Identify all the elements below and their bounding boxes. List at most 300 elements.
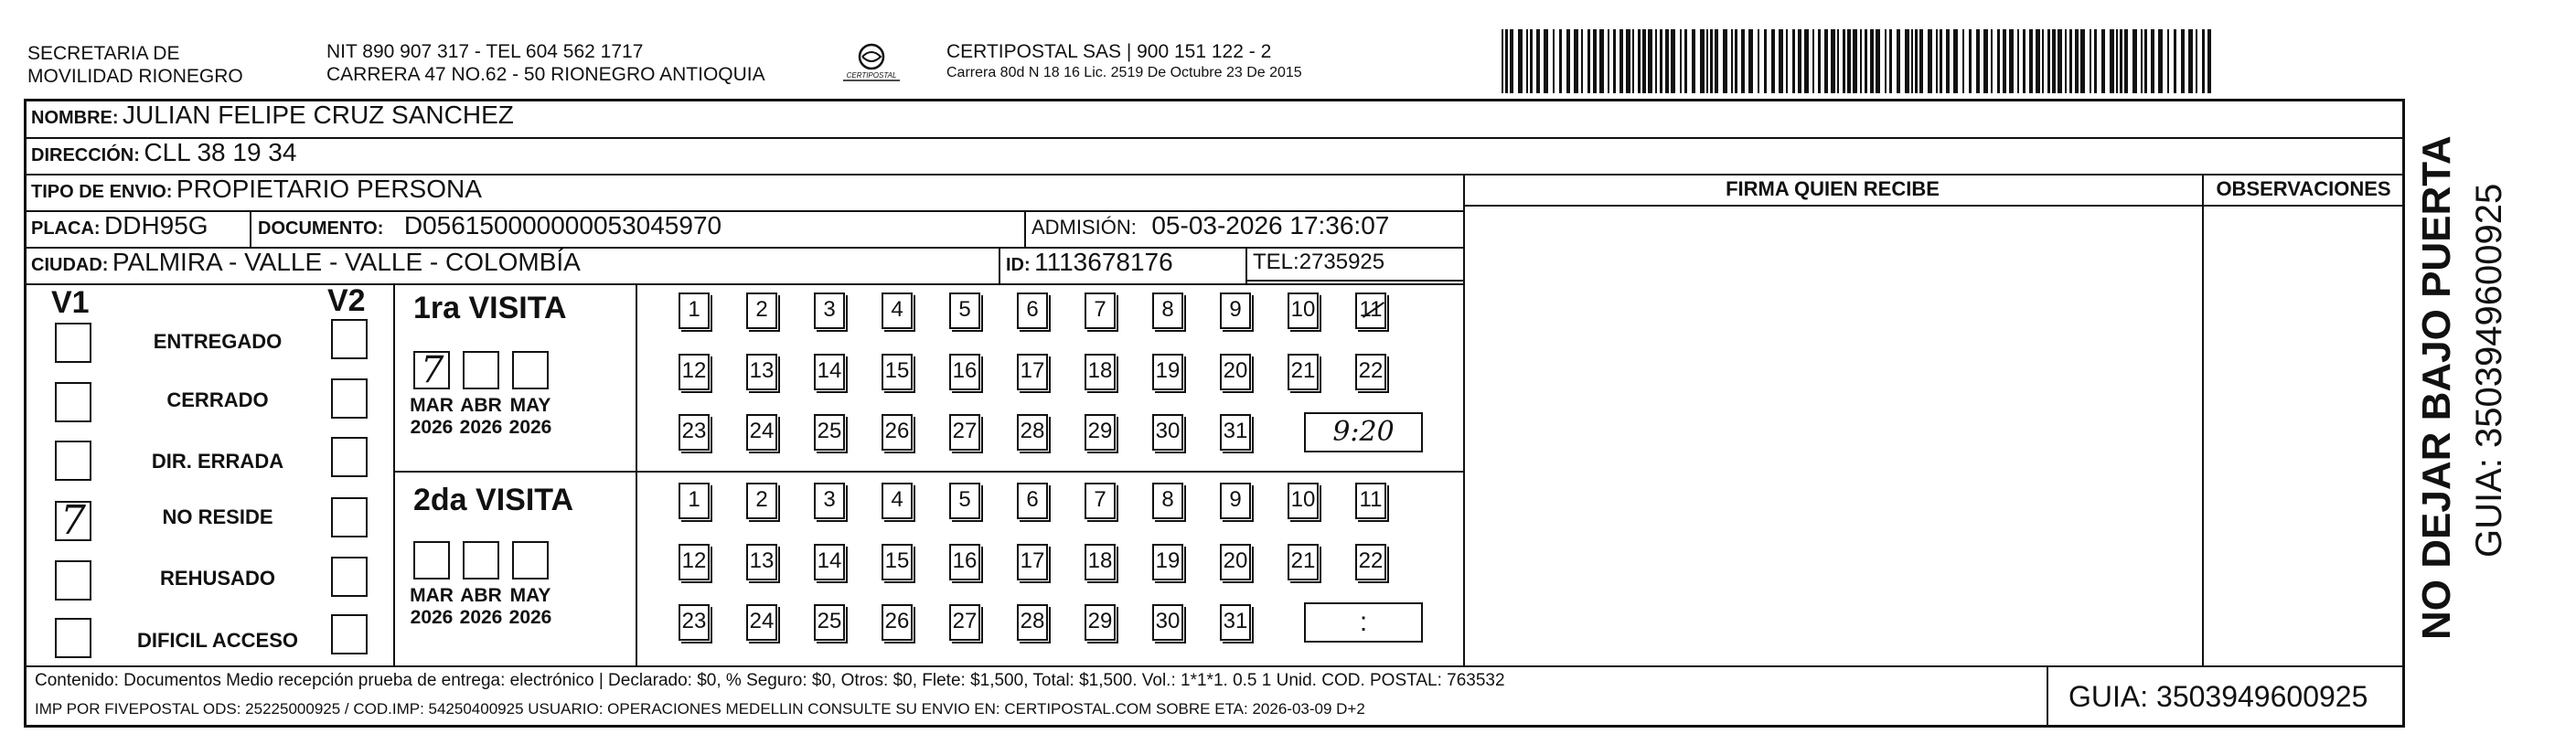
day-number: 27	[952, 609, 978, 633]
day-checkbox[interactable]	[1152, 354, 1183, 390]
day-checkbox[interactable]	[746, 414, 777, 451]
barcode-bar	[1544, 29, 1548, 93]
day-checkbox[interactable]	[1017, 544, 1048, 580]
day-checkbox[interactable]	[814, 604, 845, 641]
day-checkbox[interactable]	[814, 414, 845, 451]
day-checkbox[interactable]	[1220, 354, 1251, 390]
barcode-bar	[1969, 29, 1972, 93]
barcode-bar	[1812, 29, 1814, 93]
side-guia: GUIA: 3503949600925	[2469, 183, 2509, 558]
day-checkbox[interactable]	[1355, 483, 1386, 519]
barcode-bar	[1706, 29, 1708, 93]
barcode-bar	[1593, 29, 1597, 93]
day-number: 20	[1223, 358, 1248, 383]
day-number: 5	[958, 297, 971, 322]
barcode-bar	[1715, 29, 1718, 93]
day-checkbox[interactable]	[949, 414, 980, 451]
day-number: 14	[817, 358, 842, 383]
day-checkbox[interactable]	[949, 483, 980, 519]
barcode-bar	[1574, 29, 1578, 93]
barcode-bar	[1581, 29, 1583, 93]
address-label: DIRECCIÓN:	[31, 145, 140, 165]
day-checkbox[interactable]	[1152, 604, 1183, 641]
barcode-bar	[1505, 29, 1508, 93]
city-label: CIUDAD:	[31, 255, 109, 275]
day-checkbox[interactable]	[679, 292, 710, 329]
barcode-bar	[1837, 29, 1839, 93]
barcode-bar	[1632, 29, 1634, 93]
day-number: 10	[1290, 487, 1316, 512]
barcode-bar	[2188, 29, 2193, 93]
issuer-contact	[326, 40, 765, 86]
barcode-bar	[1680, 29, 1682, 93]
day-checkbox[interactable]	[882, 354, 913, 390]
recipient-address: CLL 38 19 34	[144, 138, 297, 166]
status-label: ENTREGADO	[153, 330, 283, 353]
barcode-bar	[1976, 29, 1980, 93]
barcode-bar	[1860, 29, 1862, 93]
day-checkbox[interactable]	[1017, 292, 1048, 329]
status-label: DIFICIL ACCESO	[136, 629, 298, 652]
barcode-bar	[1919, 29, 1923, 93]
issuer-line-2: MOVILIDAD RIONEGRO	[27, 66, 243, 87]
footer-contents: Contenido: Documentos Medio recepción prueba de entrega: electrónico | Declarado: $0, % Seguro: $0, Otros: $0, Flete: $1,500, Total: $1,500. Vol.: 1*1*1. 0.5 1 Unid. COD. POSTAL: 763532	[35, 671, 1505, 690]
barcode-bar	[1748, 29, 1753, 93]
month-year: 2026	[459, 607, 503, 628]
barcode-bar	[1599, 29, 1604, 93]
barcode-bar	[1665, 29, 1669, 93]
barcode-bar	[2151, 29, 2154, 93]
barcode-bar	[1831, 29, 1835, 93]
barcode-bar	[2058, 29, 2062, 93]
day-checkbox[interactable]	[746, 354, 777, 390]
day-number: 17	[1020, 548, 1045, 573]
day-checkbox[interactable]	[1017, 414, 1048, 451]
day-number: 13	[749, 548, 775, 573]
day-checkbox[interactable]	[1355, 544, 1386, 580]
barcode-bar	[2132, 29, 2137, 93]
day-number: 15	[884, 548, 910, 573]
day-checkbox[interactable]	[679, 604, 710, 641]
day-number: 26	[884, 419, 910, 443]
day-number: 24	[749, 419, 775, 443]
day-number: 16	[952, 358, 978, 383]
day-number: 5	[958, 487, 971, 512]
day-number: 2	[755, 297, 768, 322]
time-box[interactable]	[1304, 412, 1423, 452]
day-number: 4	[891, 297, 903, 322]
barcode-bar	[2174, 29, 2176, 93]
v1-checkbox[interactable]	[55, 441, 91, 481]
barcode-bar	[1671, 29, 1675, 93]
day-number: 25	[817, 609, 842, 633]
tel-label: TEL:	[1253, 250, 1299, 274]
barcode-bar	[1642, 29, 1646, 93]
barcode-bar	[1735, 29, 1737, 93]
barcode-bar	[1723, 29, 1727, 93]
barcode-bar	[2029, 29, 2033, 93]
barcode-bar	[1885, 29, 1887, 93]
plate-row	[31, 211, 208, 240]
v2-checkbox[interactable]	[331, 319, 368, 359]
day-number: 29	[1087, 419, 1113, 443]
barcode-bar	[1876, 29, 1880, 93]
v1-checkbox[interactable]	[55, 497, 91, 544]
day-checkbox[interactable]	[1017, 604, 1048, 641]
barcode-bar	[1684, 29, 1687, 93]
barcode-bar	[2202, 29, 2205, 93]
barcode-bar	[1655, 29, 1657, 93]
month-checkbox[interactable]	[463, 541, 499, 580]
first-visit-title: 1ra VISITA	[413, 291, 567, 325]
barcode-bar	[1847, 29, 1851, 93]
address-row	[31, 138, 296, 167]
barcode-bar	[1928, 29, 1932, 93]
v1-checkbox[interactable]	[55, 382, 91, 422]
plate-label: PLACA:	[31, 218, 101, 239]
footer-imp: IMP POR FIVEPOSTAL ODS: 25225000925 / COD.IMP: 54250400925 USUARIO: OPERACIONES MEDELLIN CONSULTE SU ENVIO EN: CERTIPOSTAL.COM SOBRE ETA: 2026-03-09 D+2	[35, 700, 1365, 718]
day-number: 8	[1161, 297, 1174, 322]
month-name: MAY	[509, 395, 551, 416]
day-number: 17	[1020, 358, 1045, 383]
v2-checkbox[interactable]	[331, 378, 368, 419]
day-number: 24	[749, 609, 775, 633]
month-checkbox[interactable]	[413, 351, 450, 389]
barcode-bar	[1710, 29, 1713, 93]
shipment-type: PROPIETARIO PERSONA	[176, 175, 482, 203]
day-number: 13	[749, 358, 775, 383]
barcode-bar	[2052, 29, 2056, 93]
barcode-bar	[1536, 29, 1540, 93]
barcode	[1500, 29, 2213, 93]
day-checkbox[interactable]	[882, 292, 913, 329]
barcode-bar	[1889, 29, 1892, 93]
barcode-bar	[1758, 29, 1759, 93]
day-checkbox[interactable]	[1017, 354, 1048, 390]
day-checkbox[interactable]	[1288, 354, 1319, 390]
courier-line-1: CERTIPOSTAL SAS | 900 151 122 - 2	[946, 41, 1272, 62]
day-number: 27	[952, 419, 978, 443]
barcode-bar	[1786, 29, 1788, 93]
day-checkbox[interactable]	[679, 544, 710, 580]
plate-value: DDH95G	[104, 211, 208, 239]
day-checkbox[interactable]	[814, 483, 845, 519]
signature-header: FIRMA QUIEN RECIBE	[1726, 177, 1940, 200]
v2-checkbox[interactable]	[331, 437, 368, 477]
id-label: ID:	[1006, 255, 1031, 275]
admission-value: 05-03-2026 17:36:07	[1151, 211, 1390, 239]
issuer-line-1: SECRETARIA DE	[27, 43, 180, 64]
barcode-bar	[1824, 29, 1828, 93]
barcode-bar	[1804, 29, 1809, 93]
day-checkbox[interactable]	[746, 483, 777, 519]
month-name: MAR	[410, 395, 454, 416]
day-number: 6	[1026, 487, 1039, 512]
day-checkbox[interactable]	[1017, 483, 1048, 519]
day-checkbox[interactable]	[1288, 544, 1319, 580]
barcode-bar	[1566, 29, 1570, 93]
day-number: 28	[1020, 609, 1045, 633]
barcode-bar	[1771, 29, 1775, 93]
courier-line-2: Carrera 80d N 18 16 Lic. 2519 De Octubre 23 De 2015	[946, 65, 1302, 80]
barcode-bar	[1518, 29, 1523, 93]
day-number: 23	[681, 609, 707, 633]
time-box[interactable]	[1304, 602, 1423, 643]
nit-line: NIT 890 907 317 - TEL 604 562 1717	[326, 41, 644, 62]
barcode-bar	[2036, 29, 2040, 93]
day-number: 16	[952, 548, 978, 573]
day-checkbox[interactable]	[1220, 292, 1251, 329]
day-checkbox[interactable]	[814, 544, 845, 580]
day-number: 21	[1290, 548, 1316, 573]
day-checkbox[interactable]	[1085, 414, 1116, 451]
barcode-bar	[1936, 29, 1938, 93]
day-number: 19	[1155, 358, 1181, 383]
day-checkbox[interactable]	[882, 544, 913, 580]
month-mark: 7	[421, 349, 444, 391]
barcode-bar	[1915, 29, 1918, 93]
certipostal-logo	[839, 40, 903, 91]
day-checkbox[interactable]	[1085, 292, 1116, 329]
day-checkbox[interactable]	[814, 292, 845, 329]
day-number: 30	[1155, 609, 1181, 633]
barcode-bar	[1530, 29, 1533, 93]
barcode-bar	[1510, 29, 1513, 93]
day-checkbox[interactable]	[882, 604, 913, 641]
day-checkbox[interactable]	[1152, 292, 1183, 329]
day-checkbox[interactable]	[679, 414, 710, 451]
month-label	[503, 585, 558, 629]
barcode-bar	[1626, 29, 1630, 93]
day-checkbox[interactable]	[746, 604, 777, 641]
barcode-bar	[1638, 29, 1641, 93]
name-row	[31, 101, 514, 130]
barcode-bar	[1526, 29, 1528, 93]
day-checkbox[interactable]	[1355, 354, 1386, 390]
day-checkbox[interactable]	[949, 604, 980, 641]
barcode-bar	[1983, 29, 1988, 93]
tel-value: 2735925	[1299, 250, 1385, 274]
day-number: 20	[1223, 548, 1248, 573]
courier-info	[946, 40, 1302, 83]
barcode-bar	[1741, 29, 1745, 93]
day-checkbox[interactable]	[1288, 483, 1319, 519]
day-number: 31	[1223, 419, 1248, 443]
day-checkbox[interactable]	[1220, 483, 1251, 519]
day-number: 23	[681, 419, 707, 443]
barcode-bar	[2167, 29, 2169, 93]
status-label: NO RESIDE	[162, 505, 273, 528]
v2-checkbox[interactable]	[331, 614, 368, 654]
month-label	[454, 585, 508, 629]
month-year: 2026	[410, 417, 454, 438]
day-number: 9	[1229, 297, 1242, 322]
barcode-bar	[1553, 29, 1555, 93]
month-name: ABR	[460, 395, 502, 416]
barcode-bar	[2042, 29, 2044, 93]
barcode-bar	[2069, 29, 2072, 93]
time-value: :	[1359, 607, 1368, 637]
day-number: 3	[823, 297, 836, 322]
barcode-bar	[1608, 29, 1609, 93]
document-row	[258, 211, 721, 240]
day-number: 15	[884, 358, 910, 383]
time-value: 9:20	[1332, 416, 1395, 448]
observations-area[interactable]	[2205, 207, 2402, 663]
barcode-bar	[2065, 29, 2067, 93]
day-number: 12	[681, 358, 707, 383]
day-checkbox[interactable]	[1152, 544, 1183, 580]
day-checkbox[interactable]	[1152, 414, 1183, 451]
second-visit-title: 2da VISITA	[413, 483, 574, 517]
day-number: 4	[891, 487, 903, 512]
issuer-name	[27, 42, 243, 88]
barcode-bar	[1700, 29, 1705, 93]
day-number: 1	[688, 487, 700, 512]
day-checkbox[interactable]	[1085, 483, 1116, 519]
barcode-bar	[1792, 29, 1795, 93]
v1-checkmark: 7	[60, 497, 86, 544]
day-checkbox[interactable]	[1288, 292, 1319, 329]
day-number: 14	[817, 548, 842, 573]
barcode-bar	[2116, 29, 2118, 93]
document-label: DOCUMENTO:	[258, 218, 384, 239]
day-checkbox[interactable]	[1085, 604, 1116, 641]
v1-checkbox[interactable]	[55, 560, 91, 601]
month-year: 2026	[508, 607, 552, 628]
barcode-bar	[2207, 29, 2211, 93]
barcode-bar	[1764, 29, 1767, 93]
day-number: 10	[1290, 297, 1316, 322]
day-number: 26	[884, 609, 910, 633]
barcode-bar	[1997, 29, 2000, 93]
day-number: 11	[1359, 487, 1383, 512]
month-year: 2026	[410, 607, 454, 628]
day-checkbox[interactable]	[949, 292, 980, 329]
barcode-bar	[1870, 29, 1874, 93]
month-label	[454, 395, 508, 439]
day-checkbox[interactable]	[814, 354, 845, 390]
day-checkbox[interactable]	[949, 354, 980, 390]
v2-checkbox[interactable]	[331, 557, 368, 597]
day-checkbox[interactable]	[1355, 292, 1386, 329]
month-checkbox[interactable]	[512, 351, 549, 389]
day-checkbox[interactable]	[1085, 544, 1116, 580]
barcode-bar	[1911, 29, 1913, 93]
month-checkbox[interactable]	[512, 541, 549, 580]
v1-header: V1	[51, 285, 90, 320]
signature-area[interactable]	[1466, 207, 2199, 663]
barcode-bar	[2158, 29, 2163, 93]
day-checkbox[interactable]	[679, 354, 710, 390]
type-label: TIPO DE ENVIO:	[31, 182, 173, 202]
barcode-bar	[1660, 29, 1662, 93]
barcode-bar	[1559, 29, 1562, 93]
day-number: 31	[1223, 609, 1248, 633]
day-number: 12	[681, 548, 707, 573]
month-label	[404, 395, 459, 439]
day-number: 6	[1026, 297, 1039, 322]
day-checkbox[interactable]	[949, 544, 980, 580]
day-number: 9	[1229, 487, 1242, 512]
barcode-bar	[1619, 29, 1623, 93]
barcode-bar	[1648, 29, 1652, 93]
barcode-bar	[2101, 29, 2105, 93]
status-label: CERRADO	[166, 388, 269, 411]
logo-lettering: CERTIPOSTAL	[846, 71, 897, 80]
day-number: 28	[1020, 419, 1045, 443]
day-checkbox[interactable]	[1220, 414, 1251, 451]
barcode-bar	[2094, 29, 2097, 93]
tel-row	[1253, 250, 1384, 275]
day-checkbox[interactable]	[1220, 604, 1251, 641]
barcode-bar	[1502, 29, 1503, 93]
day-checkbox[interactable]	[1152, 483, 1183, 519]
barcode-bar	[2080, 29, 2085, 93]
day-checkbox[interactable]	[1085, 354, 1116, 390]
barcode-bar	[2003, 29, 2006, 93]
barcode-bar	[2196, 29, 2197, 93]
day-checkbox[interactable]	[882, 483, 913, 519]
day-checkbox[interactable]	[746, 292, 777, 329]
day-checkbox[interactable]	[746, 544, 777, 580]
observations-header: OBSERVACIONES	[2216, 177, 2391, 200]
barcode-bar	[2023, 29, 2026, 93]
side-warning: NO DEJAR BAJO PUERTA	[2414, 135, 2459, 640]
day-number: 7	[1094, 297, 1106, 322]
document-value: D056150000000053045970	[403, 211, 722, 239]
barcode-bar	[1731, 29, 1733, 93]
day-number: 29	[1087, 609, 1113, 633]
admission-label: ADMISIÓN:	[1031, 216, 1137, 239]
barcode-bar	[2075, 29, 2079, 93]
day-number: 25	[817, 419, 842, 443]
barcode-bar	[2009, 29, 2014, 93]
v1-checkbox[interactable]	[55, 323, 91, 363]
type-row	[31, 175, 482, 204]
month-year: 2026	[459, 417, 503, 438]
id-value: 1113678176	[1034, 248, 1173, 276]
barcode-bar	[2144, 29, 2147, 93]
barcode-bar	[1843, 29, 1845, 93]
day-checkbox[interactable]	[679, 483, 710, 519]
v1-checkbox[interactable]	[55, 618, 91, 658]
barcode-bar	[1865, 29, 1867, 93]
month-name: ABR	[460, 585, 502, 606]
day-checkbox[interactable]	[882, 414, 913, 451]
day-number: 22	[1358, 548, 1384, 573]
barcode-bar	[2047, 29, 2050, 93]
barcode-bar	[2090, 29, 2091, 93]
city-row	[31, 248, 581, 277]
barcode-bar	[2181, 29, 2185, 93]
day-checkbox[interactable]	[1220, 544, 1251, 580]
barcode-bar	[2141, 29, 2143, 93]
day-number: 21	[1290, 358, 1316, 383]
admission-row	[1031, 211, 1389, 240]
day-number: 2	[755, 487, 768, 512]
day-number: 18	[1087, 358, 1113, 383]
name-label: NOMBRE:	[31, 108, 119, 128]
v2-checkbox[interactable]	[331, 497, 368, 537]
barcode-bar	[1953, 29, 1958, 93]
day-number: 22	[1358, 358, 1384, 383]
month-checkbox[interactable]	[413, 541, 450, 580]
day-number: 8	[1161, 487, 1174, 512]
barcode-bar	[1897, 29, 1900, 93]
month-checkbox[interactable]	[463, 351, 499, 389]
footer-guia: GUIA: 3503949600925	[2068, 680, 2368, 713]
